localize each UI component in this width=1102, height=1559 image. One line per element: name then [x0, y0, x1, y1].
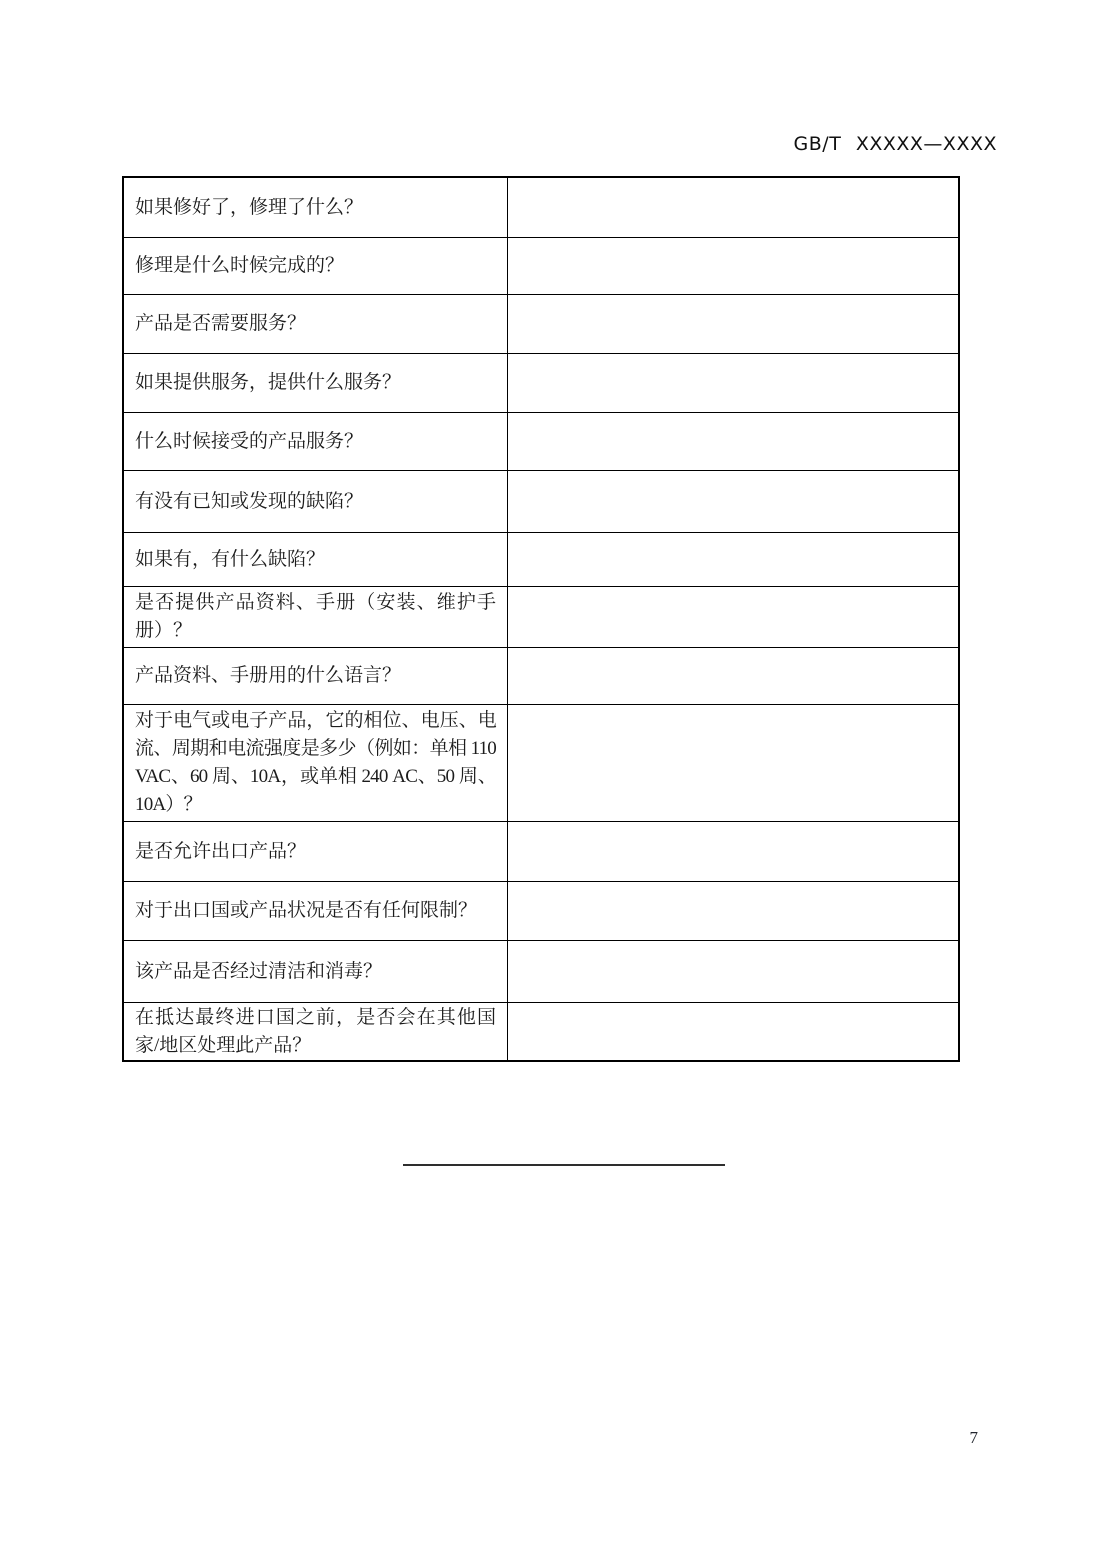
question-text: 对于出口国或产品状况是否有任何限制？ [135, 900, 478, 921]
question-text: 如果提供服务，提供什么服务？ [135, 372, 402, 393]
question-text: 是否允许出口产品？ [135, 840, 307, 862]
question-text: 如果有，有什么缺陷？ [135, 548, 326, 570]
question-cell [124, 882, 508, 940]
question-cell [124, 178, 508, 237]
question-cell [124, 1003, 508, 1060]
question-cell [124, 413, 508, 470]
question-cell [124, 587, 508, 647]
question-cell [124, 238, 508, 294]
answer-cell [508, 533, 958, 586]
answer-cell [508, 705, 958, 821]
question-text: 在抵达最终进口国之前，是否会在其他国家/地区处理此产品？ [135, 1006, 496, 1056]
question-cell [124, 471, 508, 532]
question-text: 修理是什么时候完成的？ [135, 255, 345, 276]
answer-cell [508, 587, 958, 647]
question-text: 产品是否需要服务？ [135, 313, 307, 334]
question-cell [124, 705, 508, 821]
question-text: 对于电气或电子产品，它的相位、电压、电流、周期和电流强度是多少（例如：单相 110 VAC、60 周、10A，或单相 240 AC、50 周、10A）？ [135, 710, 496, 815]
answer-cell [508, 822, 958, 881]
question-text: 该产品是否经过清洁和消毒？ [135, 960, 383, 982]
question-text: 什么时候接受的产品服务？ [135, 430, 364, 452]
table-row [124, 471, 958, 533]
question-text: 是否提供产品资料、手册（安装、维护手册）？ [135, 592, 496, 641]
separator-rule [403, 1164, 725, 1166]
question-cell [124, 354, 508, 412]
answer-cell [508, 648, 958, 704]
question-cell [124, 822, 508, 881]
question-text: 有没有已知或发现的缺陷？ [135, 490, 364, 512]
table-row [124, 1003, 958, 1060]
answer-cell [508, 941, 958, 1002]
standard-code-header: GB/T XXXXX—XXXX [793, 133, 997, 155]
table-row [124, 238, 958, 295]
answer-cell [508, 471, 958, 532]
question-cell [124, 648, 508, 704]
table-row [124, 533, 958, 587]
answer-cell [508, 238, 958, 294]
question-cell [124, 533, 508, 586]
table-row [124, 941, 958, 1003]
answer-cell [508, 413, 958, 470]
table-row [124, 822, 958, 882]
table-row [124, 648, 958, 705]
question-cell [124, 941, 508, 1002]
table-row [124, 413, 958, 471]
question-cell [124, 295, 508, 353]
question-text: 产品资料、手册用的什么语言？ [135, 665, 402, 686]
table-row [124, 705, 958, 822]
answer-cell [508, 1003, 958, 1060]
table-row [124, 882, 958, 941]
answer-cell [508, 178, 958, 237]
question-text: 如果修好了，修理了什么？ [135, 196, 364, 218]
answer-cell [508, 354, 958, 412]
table-row [124, 354, 958, 413]
page-number: 7 [969, 1428, 978, 1447]
answer-cell [508, 295, 958, 353]
table-row [124, 587, 958, 648]
questionnaire-table [122, 176, 960, 1062]
table-row [124, 178, 958, 238]
table-row [124, 295, 958, 354]
answer-cell [508, 882, 958, 940]
